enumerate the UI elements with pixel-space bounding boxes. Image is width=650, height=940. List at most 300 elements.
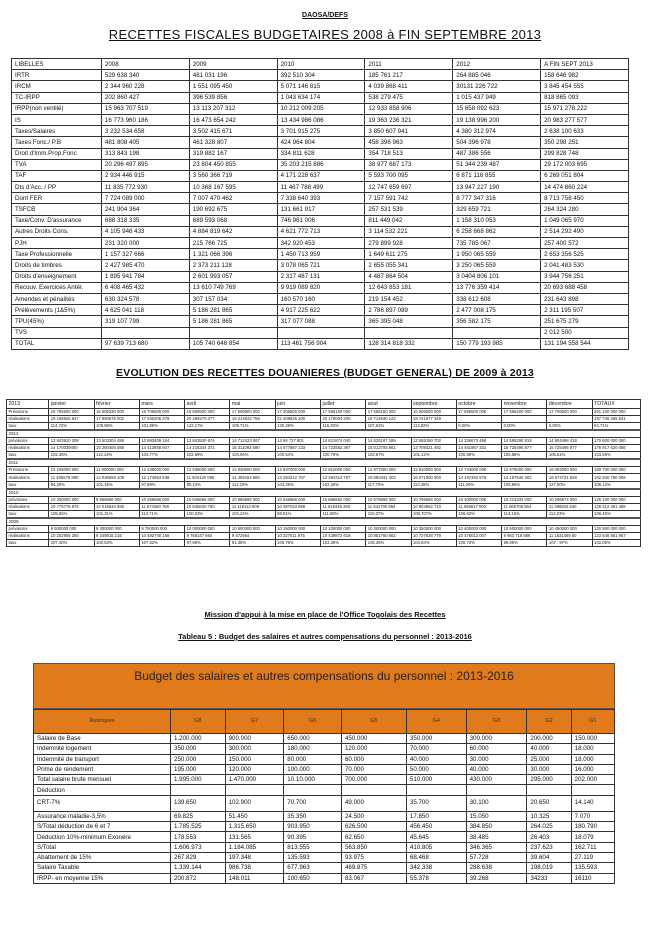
table-cell: 4 917 225 622 [277, 305, 365, 316]
table-row [12, 249, 629, 260]
table-cell: 6 269 051 804 [541, 170, 629, 181]
table-cell: 10 646666 000 [185, 496, 230, 503]
table-cell: 51 344 239 487 [453, 159, 541, 170]
table-cell: 626.500 [341, 822, 406, 832]
table-cell: 9 768147 664 [185, 532, 230, 539]
row-label: Dts d'Acc. / PP [12, 182, 102, 193]
row-label: IRPP- en moyenne 15% [34, 873, 171, 883]
table-row [7, 496, 641, 503]
table-cell [189, 327, 277, 338]
table-cell: 264 324 280 [541, 204, 629, 215]
table-cell: 10 350000 000 [411, 525, 456, 532]
table-cell: 481 031 196 [189, 70, 277, 81]
table-cell: 688 318 335 [101, 215, 189, 226]
table-cell: 356 582 175 [453, 316, 541, 327]
table-cell: 109,71% [230, 423, 275, 431]
year-separator-row [7, 459, 641, 467]
table-cell: 20 693 688 458 [541, 282, 629, 293]
table-cell: 354 718 513 [365, 148, 453, 159]
table-cell: 29 172 003 695 [541, 159, 629, 170]
table-cell: 102,36% [49, 452, 94, 460]
table-cell: 105,88% [502, 452, 547, 460]
table-cell: 14 216344 372 [185, 445, 230, 452]
table-row [12, 81, 629, 92]
table-cell: 15 725495 877 [547, 445, 592, 452]
table-cell: 102,67% [366, 452, 411, 460]
table-cell: 10 803562 710 [411, 503, 456, 510]
table-cell: 450.000 [341, 734, 406, 744]
table-row [12, 316, 629, 327]
row-label: S/Total déduction de 6 et 7 [34, 822, 171, 832]
table-cell: 650.000 [284, 734, 342, 744]
table-cell: 458 396 963 [365, 137, 453, 148]
table-cell: 1 049 065 970 [541, 215, 629, 226]
column-header: TOTAUX [592, 400, 640, 409]
table-cell: 396 539 856 [189, 92, 277, 103]
table-cell: 7 724 089 000 [101, 193, 189, 204]
table-cell: 38.485 [466, 832, 527, 842]
table-cell: 15 013705 561 [366, 445, 411, 452]
table-cell: 6 871 116 855 [453, 170, 541, 181]
table-cell: 2 601 993 057 [189, 271, 277, 282]
table-cell: 13 294312 707 [275, 474, 320, 481]
table-cell: 3 502 415 671 [189, 126, 277, 137]
table-cell: 3 078 065 721 [277, 260, 365, 271]
table-cell: 106,63% [456, 510, 501, 518]
table-cell: 107,52% [139, 539, 184, 546]
table-cell: 100,54% [275, 452, 320, 460]
table-cell: 14 170039480 [49, 445, 94, 452]
table-row [34, 795, 615, 811]
table-cell: 12 108000 000 [49, 467, 94, 474]
column-header: G7 [225, 710, 284, 734]
table-cell: 200.000 [527, 734, 571, 744]
table-row [12, 226, 629, 237]
table-cell: 16 606500 000 [185, 409, 230, 416]
table-cell: 55.378 [406, 873, 466, 883]
table-cell: 12 837000 000 [275, 467, 320, 474]
row-label: TAF [12, 170, 102, 181]
table-cell: 15 725495 877 [502, 445, 547, 452]
table-cell: 461 328 807 [189, 137, 277, 148]
row-label: Recouv. Exercices Antér. [12, 282, 102, 293]
table-cell: 700.000 [341, 775, 406, 785]
table-cell: 677.963 [284, 863, 342, 873]
table-row [12, 159, 629, 170]
table-cell: 10 400000 000 [456, 525, 501, 532]
table-cell: 10.325 [527, 811, 571, 821]
table-cell: 2 653 356 525 [541, 249, 629, 260]
table-cell: 150.000 [225, 754, 284, 764]
table-cell: 1 321 066 396 [189, 249, 277, 260]
table-cell: 504 396 978 [453, 137, 541, 148]
table-cell: 11 841700 884 [366, 503, 411, 510]
table-cell: 103,58% [592, 452, 640, 460]
table-cell: 107,40% [49, 539, 94, 546]
table-cell [341, 785, 406, 795]
table-cell: 40.000 [406, 754, 466, 764]
table-cell: 288.638 [466, 863, 527, 873]
customs-revenue-table [6, 399, 641, 547]
table-cell: 34233 [527, 873, 571, 883]
table-cell: 2 655 055 341 [365, 260, 453, 271]
column-header: G1 [571, 710, 614, 734]
table-cell: 410.805 [406, 842, 466, 852]
table-cell: 9 349815 215 [94, 532, 139, 539]
table-cell: 1 895 941 784 [101, 271, 189, 282]
table-cell: 170 600 000 000 [592, 438, 640, 445]
table-cell: 813.555 [284, 842, 342, 852]
table-cell: 237.623 [527, 842, 571, 852]
table-cell: 350.000 [406, 734, 466, 744]
table-cell: 14 56 727 801 [275, 438, 320, 445]
table-cell: 1.606.973 [171, 842, 226, 852]
table-cell: 103,77% [139, 452, 184, 460]
table-cell: 1.995.000 [171, 775, 226, 785]
table-cell: 102,30% [320, 481, 365, 489]
table-cell: 15 658 092 623 [453, 103, 541, 114]
table-cell: 13 776 359 414 [453, 282, 541, 293]
row-label: Prélèvements (1&5%) [12, 305, 102, 316]
table-cell: 10 212 009 205 [277, 103, 365, 114]
table-cell: 123 848 851 967 [592, 532, 640, 539]
table-cell: 6 258 668 862 [453, 226, 541, 237]
table-row [7, 510, 641, 518]
year-separator-row [7, 430, 641, 438]
table-row [12, 193, 629, 204]
table-cell: 3 232 534 658 [101, 126, 189, 137]
row-label: IRPP(non ventilé) [12, 103, 102, 114]
table-cell: 200.872 [171, 873, 226, 883]
table-cell: 342.338 [406, 863, 466, 873]
table-cell: 12 747 659 697 [365, 182, 453, 193]
table-cell [101, 327, 189, 338]
table-cell: 15 093431 403 [366, 474, 411, 481]
row-label: PJH [12, 238, 102, 249]
row-label: Prévisions [7, 467, 49, 474]
table-cell: 2 344 960 228 [101, 81, 189, 92]
table-cell: 105 740 646 854 [189, 338, 277, 349]
table-row [7, 539, 641, 546]
row-label: prévisions [7, 525, 49, 532]
table-cell: 100,03% [185, 510, 230, 518]
table-cell: 35 203 215 886 [277, 159, 365, 170]
table-cell: 14 157540 302 [502, 474, 547, 481]
table-cell: 16 773 960 186 [101, 114, 189, 125]
table-cell: 12 933 858 906 [365, 103, 453, 114]
table-cell: 83.067 [341, 873, 406, 883]
row-label: Déduction [34, 785, 171, 795]
table-row [34, 744, 615, 754]
table-cell: 1 157 327 666 [101, 249, 189, 260]
row-label: Taxes Fonc./ P.B [12, 137, 102, 148]
table-cell: 10 400000 000 [456, 496, 501, 503]
table-cell: 1.785.525 [171, 822, 226, 832]
table-cell: 10 851760 662 [366, 532, 411, 539]
table-cell: 108,88% [94, 423, 139, 431]
table-cell: 10 646666 000 [275, 496, 320, 503]
column-header: G4 [406, 710, 466, 734]
table-cell: 3 250 065 559 [453, 260, 541, 271]
column-header: G6 [284, 710, 342, 734]
table-cell: 17 556500 000 [456, 409, 501, 416]
table-cell: 198.019 [527, 863, 571, 873]
table-row [12, 148, 629, 159]
column-header: juin [275, 400, 320, 409]
table-cell [571, 785, 614, 795]
table-cell: 12 036559 109 [94, 474, 139, 481]
table-row [7, 416, 641, 423]
row-label: Indemnité logement [34, 744, 171, 754]
year-separator-row [7, 518, 641, 526]
table-cell [365, 327, 453, 338]
table-row [12, 70, 629, 81]
table-cell: 342 920 453 [277, 238, 365, 249]
table-cell: 12 810000 000 [411, 467, 456, 474]
table-cell: 9 866666 000 [94, 496, 139, 503]
table-cell: 100,88% [456, 452, 501, 460]
table-cell: 392 510 304 [277, 70, 365, 81]
table-cell: 6 408 465 432 [101, 282, 189, 293]
table-cell: 1 015 437 949 [453, 92, 541, 103]
table-cell: 13 883409 164 [139, 438, 184, 445]
table-cell: 13 947 227 190 [453, 182, 541, 193]
table-row [7, 452, 641, 460]
table-cell: 160 700 000 000 [592, 467, 640, 474]
table-cell: 10 482740 168 [139, 532, 184, 539]
table-cell: 122,17% [185, 423, 230, 431]
table-row [12, 126, 629, 137]
table-cell: 3 944 756 251 [541, 271, 629, 282]
table-row [34, 873, 615, 883]
table-cell [547, 416, 592, 423]
table-cell: 107 ; 97% [547, 539, 592, 546]
table-cell: 27.119 [571, 852, 614, 862]
table-row [12, 137, 629, 148]
table-cell: 2 317 487 131 [277, 271, 365, 282]
table-cell: 102,05% [592, 539, 640, 546]
table-cell: 11 504120 096 [185, 474, 230, 481]
table-cell: 162.711 [571, 842, 614, 852]
table-row [12, 215, 629, 226]
table-cell: 110,07% [366, 510, 411, 518]
table-cell: 11 865708 884 [502, 503, 547, 510]
table-cell: 14 461957 331 [456, 445, 501, 452]
table-cell: 2 514 292 490 [541, 226, 629, 237]
table-cell: 150 779 193 985 [453, 338, 541, 349]
row-label: Dont FER [12, 193, 102, 204]
table-row [12, 92, 629, 103]
table-cell: 16 506330 000 [94, 409, 139, 416]
table-cell: 3 701 915 275 [277, 126, 365, 137]
table-cell: 128 314 818 332 [365, 338, 453, 349]
table-cell: 13 434 986 086 [277, 114, 365, 125]
table-cell: 17 506500 000 [230, 409, 275, 416]
table-cell: 17 556150 000 [320, 409, 365, 416]
table-cell: 10.10.000 [284, 775, 342, 785]
table-cell: 1 950 065 559 [453, 249, 541, 260]
column-header: 2010 [277, 59, 365, 70]
table-cell: 10 727638 779 [411, 532, 456, 539]
table-cell: 202 860 427 [101, 92, 189, 103]
table-cell: 126 100 000 000 [592, 496, 640, 503]
table-row [7, 474, 641, 481]
table-cell: 112,23% [547, 510, 592, 518]
table-cell: 180.790 [571, 822, 614, 832]
row-label: réalisations [7, 503, 49, 510]
table-cell: 746 961 006 [277, 215, 365, 226]
table-cell [502, 416, 547, 423]
table-cell: 16 506500 000 [411, 409, 456, 416]
table-cell: 10 200000 000 [49, 496, 94, 503]
row-label: Indemnité de transport [34, 754, 171, 764]
table-row [7, 445, 641, 452]
row-label: taux [7, 539, 49, 546]
table-cell: 257 531 539 [365, 204, 453, 215]
row-label: réalisations [7, 532, 49, 539]
table-cell: 10 300000 000 [366, 525, 411, 532]
table-cell: 215 766 725 [189, 238, 277, 249]
table-cell: 5 593 700 095 [365, 170, 453, 181]
table-cell: 105,65% [49, 510, 94, 518]
table-row [7, 467, 641, 474]
column-header: novembre [502, 400, 547, 409]
table-cell: 487 386 556 [453, 148, 541, 159]
year-label: 2010 [7, 489, 641, 497]
column-header: A FIN SEPT 2013 [541, 59, 629, 70]
table-cell: 10 202906 260 [49, 532, 94, 539]
table-cell: 11 486832 540 [547, 503, 592, 510]
table-cell: 14 712423 067 [230, 438, 275, 445]
table-cell: 300.000 [466, 734, 527, 744]
table-cell: 35.700 [406, 795, 466, 811]
table-cell: 100,76% [275, 539, 320, 546]
table-cell: 7 157 591 742 [365, 193, 453, 204]
table-cell: 30.000 [527, 764, 571, 774]
year-label: 2011 [7, 459, 641, 467]
table-row [34, 775, 615, 785]
row-label: Prime de rendement [34, 764, 171, 774]
table-cell: 104,06% [230, 452, 275, 460]
table-cell: 104,24% [230, 510, 275, 518]
table-cell: 3 0404 806 101 [453, 271, 541, 282]
table-cell: 10 778778 876 [49, 503, 94, 510]
table-cell: 70.000 [341, 764, 406, 774]
table-cell: 8 713 758 450 [541, 193, 629, 204]
table-cell: 18 741977 349 [411, 416, 456, 423]
table-cell: 80.000 [284, 754, 342, 764]
table-cell: 257 400 572 [541, 238, 629, 249]
table-cell: 4 380 312 974 [453, 126, 541, 137]
table-cell: 4 884 819 642 [189, 226, 277, 237]
table-cell: 16 574731 828 [547, 474, 592, 481]
table-cell: 17 306500 000 [275, 409, 320, 416]
table-cell: 20 296 497 895 [101, 159, 189, 170]
table-cell: 241 904 364 [101, 204, 189, 215]
org-label: DAOSA/DEFS [302, 12, 348, 19]
table-cell: 689 593 068 [189, 215, 277, 226]
row-label: IRCM [12, 81, 102, 92]
table-cell: 231 643 898 [541, 293, 629, 304]
table-cell: 50.000 [406, 764, 466, 774]
column-header: G5 [341, 710, 406, 734]
table-cell: 19 166625 847 [49, 416, 94, 423]
table-cell: 14 413658 607 [139, 445, 184, 452]
table-cell: 986.738 [225, 863, 284, 873]
table-cell: 113,71% [139, 510, 184, 518]
table-cell: 231 320 000 [101, 238, 189, 249]
table-cell: 23 804 450 855 [189, 159, 277, 170]
table-cell: 5 071 146 815 [277, 81, 365, 92]
table-cell: 30.000 [466, 754, 527, 764]
table-row [12, 204, 629, 215]
row-label: IRTR [12, 70, 102, 81]
table-cell: 267.829 [171, 852, 226, 862]
table-cell: 18.000 [571, 754, 614, 764]
table-cell: 16 706500 000 [49, 409, 94, 416]
table-cell: 135.593 [284, 852, 342, 862]
table-row [34, 852, 615, 862]
table-cell: 811 449 042 [365, 215, 453, 226]
table-cell: 22 409625 200 [275, 416, 320, 423]
table-cell: 469.875 [341, 863, 406, 873]
table-cell: 10 439872 618 [320, 532, 365, 539]
table-cell: 2 934 446 915 [101, 170, 189, 181]
table-cell: 120.000 [225, 764, 284, 774]
table-row [12, 103, 629, 114]
table-cell: 350.000 [171, 744, 226, 754]
table-cell [171, 785, 226, 795]
row-label: Prévisions [7, 409, 49, 416]
table-cell: 13 503304 486 [94, 438, 139, 445]
fiscal-title: RECETTES FISCALES BUDGETAIRES 2008 à FIN SEPTEMBRE 2013 [108, 27, 542, 42]
table-cell: 350 298 251 [541, 137, 629, 148]
table-row [12, 182, 629, 193]
table-cell: 529 638 340 [101, 70, 189, 81]
table-cell: 12 812000 000 [320, 467, 365, 474]
table-cell: 178.553 [171, 832, 226, 842]
table-cell: 120 900 000 000 [592, 525, 640, 532]
table-cell: 12 438000 000 [139, 467, 184, 474]
table-cell: 735 785 067 [453, 238, 541, 249]
table-cell: 70.000 [406, 744, 466, 754]
table-cell: 18.079 [571, 832, 614, 842]
row-label: taux [7, 481, 49, 489]
column-header: février [94, 400, 139, 409]
table-cell: 10 450000 000 [547, 525, 592, 532]
table-cell: 13 113 207 312 [189, 103, 277, 114]
column-header: 2009 [189, 59, 277, 70]
table-cell [284, 785, 342, 795]
table-cell: 57.728 [466, 852, 527, 862]
column-header: avril [185, 400, 230, 409]
table-cell: 113,82% [411, 423, 456, 431]
table-cell: 114,16% [502, 510, 547, 518]
table-cell: 60.000 [341, 754, 406, 764]
row-label: Autres Droits Cons. [12, 226, 102, 237]
table-cell: 17 706500 000 [547, 409, 592, 416]
table-cell: 112,10% [230, 481, 275, 489]
table-cell: 4 105 946 433 [101, 226, 189, 237]
table-cell: 60.000 [466, 744, 527, 754]
table-cell: 150.000 [571, 734, 614, 744]
table-cell: 11 1831469 60 [547, 532, 592, 539]
table-cell: 2 373 211 128 [189, 260, 277, 271]
table-cell: 10 676666 000 [366, 496, 411, 503]
table-cell: 18.000 [571, 744, 614, 754]
table-row [12, 260, 629, 271]
table-cell: 95,85% [502, 539, 547, 546]
